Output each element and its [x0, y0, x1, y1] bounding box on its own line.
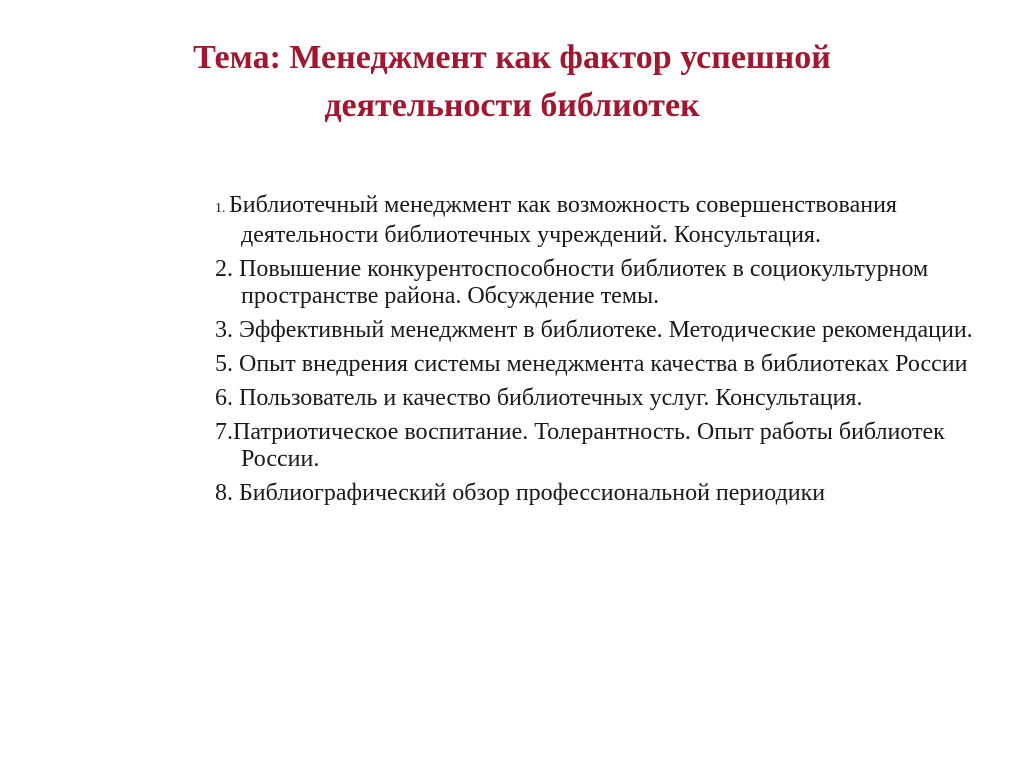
topic-number: 3.: [215, 317, 239, 343]
topic-text: Патриотическое воспитание. Толерантность. Опыт работы библиотек России.: [233, 419, 945, 472]
topic-number: 5.: [215, 351, 239, 377]
topic-item-6: [215, 385, 995, 412]
slide-title: [40, 34, 984, 130]
topic-number: 1.: [215, 201, 229, 216]
topic-item-2: [215, 256, 995, 310]
slide-title-line-1: Тема: Менеджмент как фактор успешной: [193, 39, 831, 76]
topic-text: Пользователь и качество библиотечных услуг. Консультация.: [239, 385, 863, 411]
topic-text: Библиографический обзор профессиональной периодики: [239, 480, 826, 506]
topic-text: Повышение конкурентоспособности библиотек в социокультурном пространстве района. Обсуждение темы.: [239, 256, 929, 309]
topic-list: [215, 192, 995, 514]
topic-number: 6.: [215, 385, 239, 411]
topic-item-7: [215, 419, 995, 473]
slide-title-line-2: деятельности библиотек: [324, 87, 700, 124]
topic-number: 2.: [215, 256, 239, 282]
topic-text: Эффективный менеджмент в библиотеке. Методические рекомендации.: [239, 317, 973, 343]
topic-item-1: [215, 192, 995, 249]
topic-item-5: [215, 351, 995, 378]
topic-text: Библиотечный менеджмент как возможность совершенствования деятельности библиотечных учреждений. Консультация.: [229, 192, 897, 248]
topic-text: Опыт внедрения системы менеджмента качества в библиотеках России: [239, 351, 968, 377]
topic-number: 7.: [215, 419, 233, 445]
topic-number: 8.: [215, 480, 239, 506]
topic-item-8: [215, 480, 995, 507]
topic-item-3: [215, 317, 995, 344]
